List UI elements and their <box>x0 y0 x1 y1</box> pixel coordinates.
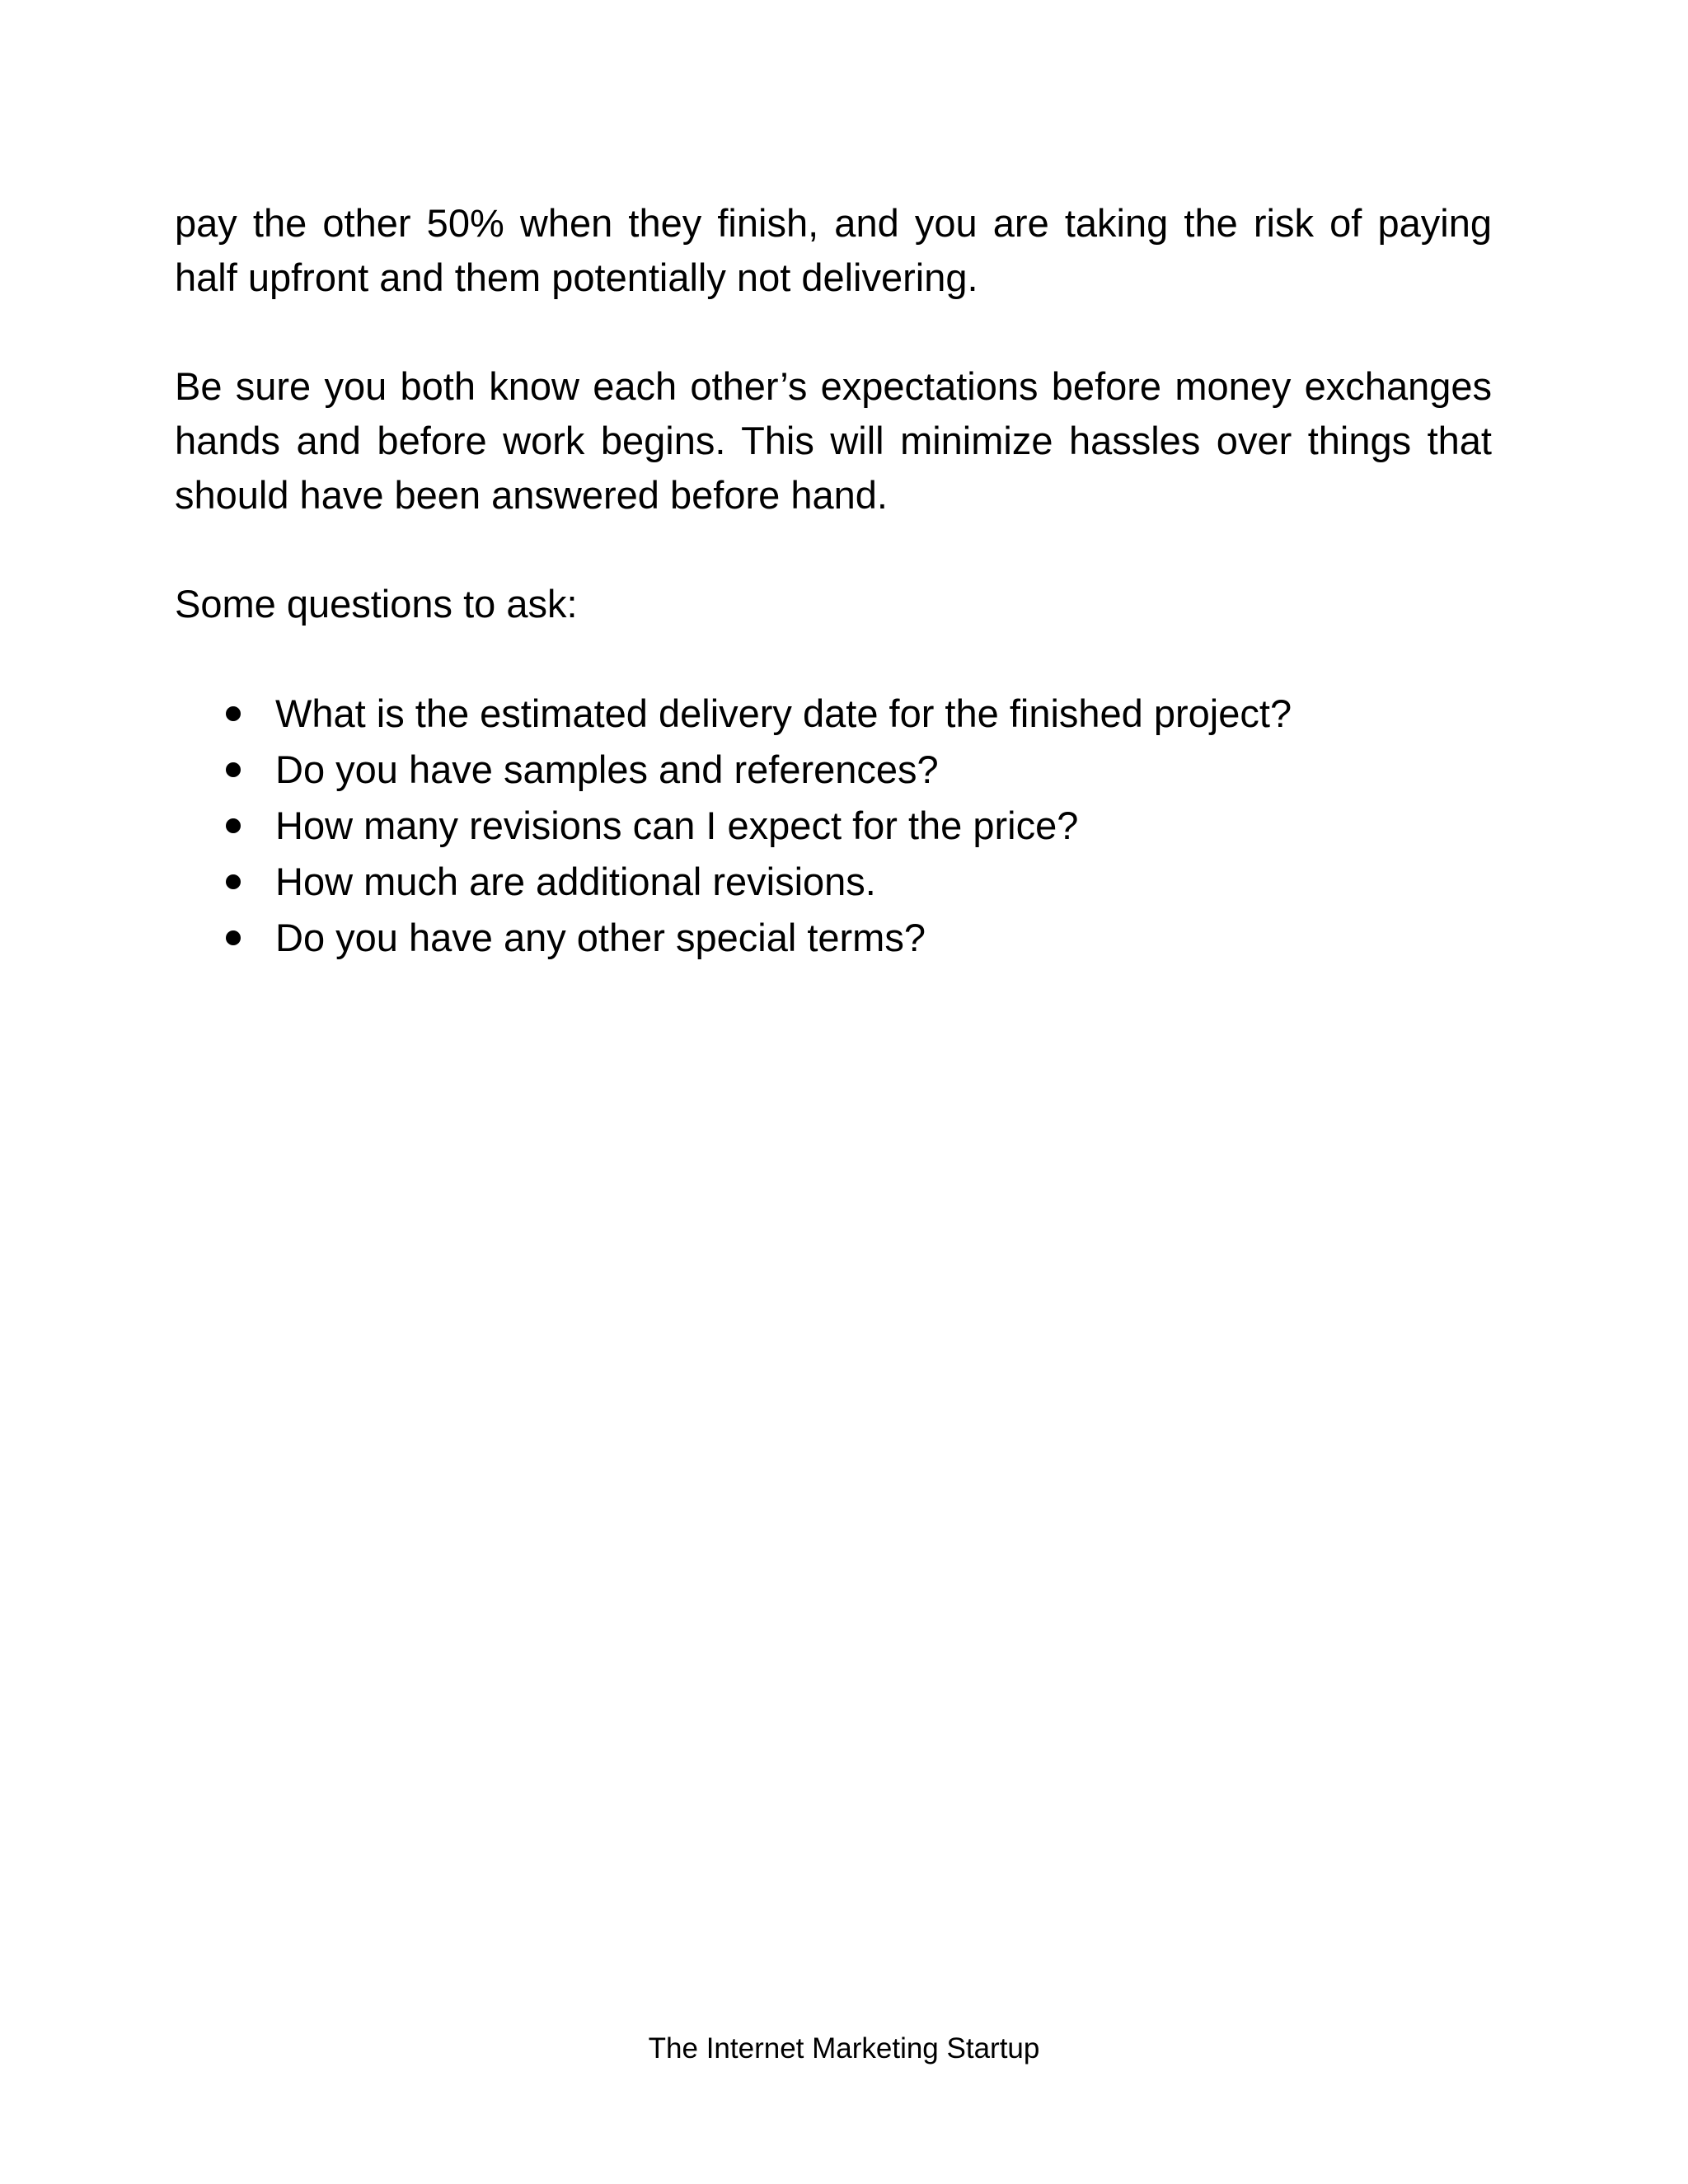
bullet-icon <box>226 762 241 777</box>
list-item-text: Do you have samples and references? <box>275 748 939 791</box>
paragraph-payment-risk: pay the other 50% when they finish, and you are taking the risk of paying half upfront and them potentially not delivering. <box>175 201 1492 299</box>
page-body <box>175 196 1492 966</box>
paragraph-expectations: Be sure you both know each other’s expectations before money exchanges hands and before work begins. This will minimize hassles over things that should have been answered before hand. <box>175 364 1492 517</box>
page-footer: The Internet Marketing Startup <box>648 2032 1040 2064</box>
list-item-text: What is the estimated delivery date for the finished project? <box>275 691 1292 735</box>
paragraph-questions-intro: Some questions to ask: <box>175 582 578 626</box>
list-item-text: How much are additional revisions. <box>275 860 876 903</box>
list-item <box>175 742 1492 798</box>
list-item-text: Do you have any other special terms? <box>275 916 926 959</box>
bullet-icon <box>226 818 241 833</box>
list-item-text: How many revisions can I expect for the price? <box>275 804 1079 847</box>
questions-list <box>175 686 1492 966</box>
list-item <box>175 910 1492 966</box>
bullet-icon <box>226 930 241 945</box>
bullet-icon <box>226 706 241 721</box>
list-item <box>175 798 1492 854</box>
list-item <box>175 686 1492 742</box>
list-item <box>175 854 1492 910</box>
bullet-icon <box>226 874 241 889</box>
